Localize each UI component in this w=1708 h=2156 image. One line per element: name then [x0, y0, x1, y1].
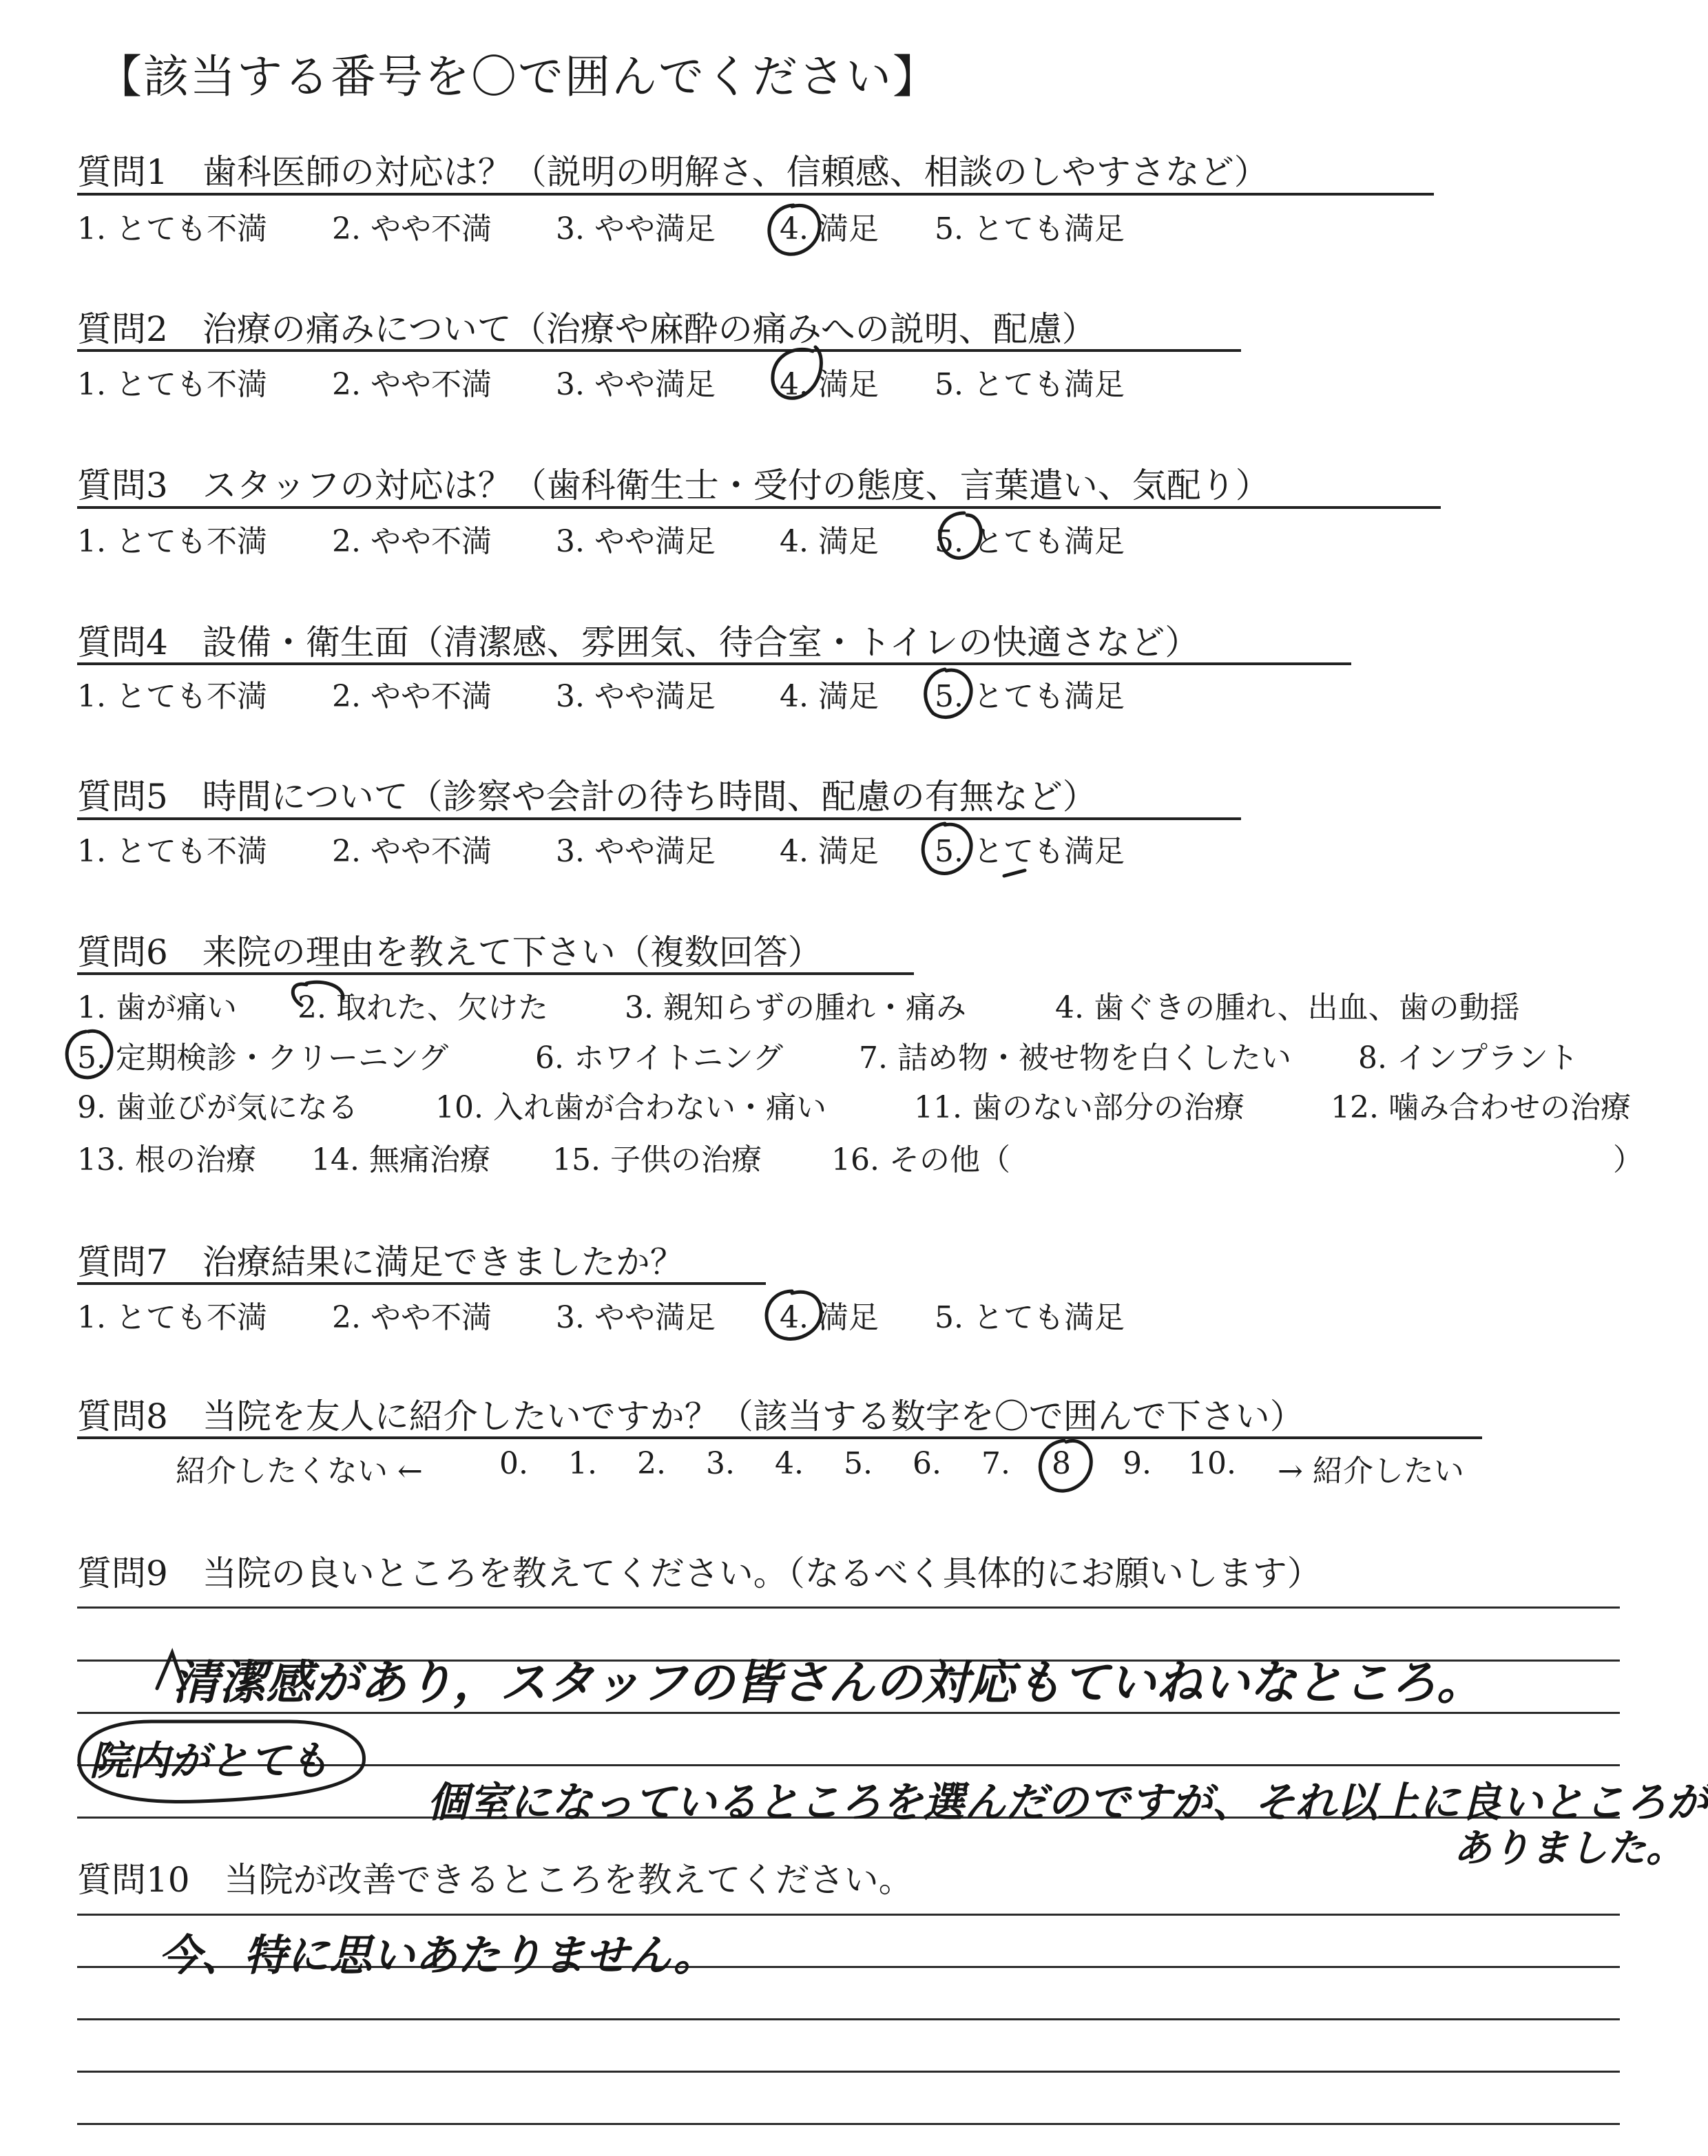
question-2-label: 質問2 治療の痛みについて（治療や麻酔の痛みへの説明、配慮） — [77, 309, 1096, 349]
reason-11[interactable]: 11. 歯のない部分の治療 — [914, 1090, 1244, 1125]
nps-5[interactable]: 5. — [844, 1446, 873, 1481]
circle-mark-q2 — [773, 347, 822, 398]
option-4[interactable]: 4. 満足 — [780, 1300, 879, 1335]
circle-mark-q8 — [1040, 1441, 1091, 1491]
reason-5[interactable]: 5. 定期検診・クリーニング — [77, 1040, 449, 1076]
circle-mark-q7 — [767, 1291, 821, 1339]
page-header: 【該当する番号を〇で囲んでください】 — [96, 50, 939, 103]
nps-8[interactable]: 8 — [1052, 1446, 1071, 1481]
option-1[interactable]: 1. とても不満 — [77, 1300, 267, 1335]
nps-7[interactable]: 7. — [981, 1446, 1010, 1481]
option-3[interactable]: 3. やや満足 — [556, 1300, 716, 1335]
circle-mark-q6-2 — [293, 982, 343, 1005]
reason-16[interactable]: 16. その他（ — [831, 1142, 1010, 1178]
reason-2[interactable]: 2. 取れた、欠けた — [298, 990, 548, 1025]
option-2[interactable]: 2. やや不満 — [332, 524, 492, 559]
option-4[interactable]: 4. 満足 — [780, 211, 879, 247]
question-9-label: 質問9 当院の良いところを教えてください。（なるべく具体的にお願いします） — [77, 1553, 1322, 1593]
option-5[interactable]: 5. とても満足 — [935, 1300, 1125, 1335]
option-2[interactable]: 2. やや不満 — [332, 1300, 492, 1335]
option-5[interactable]: 5. とても満足 — [935, 834, 1125, 869]
option-1[interactable]: 1. とても不満 — [77, 211, 267, 247]
question-8-label: 質問8 当院を友人に紹介したいですか？（該当する数字を〇で囲んで下さい） — [77, 1396, 1304, 1436]
option-1[interactable]: 1. とても不満 — [77, 679, 267, 714]
question-6-label: 質問6 来院の理由を教えて下さい（複数回答） — [77, 932, 822, 972]
other-close-paren: ） — [1613, 1142, 1643, 1178]
circle-mark-q6-5 — [67, 1031, 112, 1078]
option-3[interactable]: 3. やや満足 — [556, 679, 716, 714]
question-5-label: 質問5 時間について（診察や会計の待ち時間、配慮の有無など） — [77, 777, 1097, 817]
option-4[interactable]: 4. 満足 — [780, 679, 879, 714]
question-10-label: 質問10 当院が改善できるところを教えてください。 — [77, 1860, 913, 1900]
nps-2[interactable]: 2. — [637, 1446, 666, 1481]
nps-9[interactable]: 9. — [1123, 1446, 1152, 1481]
option-3[interactable]: 3. やや満足 — [556, 367, 716, 402]
option-2[interactable]: 2. やや不満 — [332, 834, 492, 869]
reason-14[interactable]: 14. 無痛治療 — [311, 1142, 490, 1178]
question-1-label: 質問1 歯科医師の対応は？（説明の明解さ、信頼感、相談のしやすさなど） — [77, 152, 1269, 192]
reason-12[interactable]: 12. 噛み合わせの治療 — [1331, 1090, 1631, 1125]
reason-15[interactable]: 15. 子供の治療 — [552, 1142, 762, 1178]
option-4[interactable]: 4. 満足 — [780, 834, 879, 869]
question-4-label: 質問4 設備・衛生面（清潔感、雰囲気、待合室・トイレの快適さなど） — [77, 622, 1200, 662]
nps-right-label: → 紹介したい — [1278, 1454, 1464, 1489]
question-3-label: 質問3 スタッフの対応は？（歯科衛生士・受付の態度、言葉遣い、気配り） — [77, 465, 1270, 505]
option-1[interactable]: 1. とても不満 — [77, 367, 267, 402]
nps-6[interactable]: 6. — [913, 1446, 941, 1481]
reason-1[interactable]: 1. 歯が痛い — [77, 990, 237, 1025]
circle-mark-q3 — [940, 513, 981, 558]
reason-6[interactable]: 6. ホワイトニング — [535, 1040, 784, 1076]
reason-13[interactable]: 13. 根の治療 — [77, 1142, 256, 1178]
reason-4[interactable]: 4. 歯ぐきの腫れ、出血、歯の動揺 — [1055, 990, 1520, 1025]
option-3[interactable]: 3. やや満足 — [556, 211, 716, 247]
option-5[interactable]: 5. とても満足 — [935, 367, 1125, 402]
reason-3[interactable]: 3. 親知らずの腫れ・痛み — [625, 990, 966, 1025]
option-5[interactable]: 5. とても満足 — [935, 524, 1125, 559]
q9-handwritten-answer-line-2[interactable]: 個室になっているところを選んだのですが、それ以上に良いところが — [427, 1779, 1708, 1827]
circle-mark-q4 — [926, 669, 971, 718]
option-5[interactable]: 5. とても満足 — [935, 679, 1125, 714]
reason-10[interactable]: 10. 入れ歯が合わない・痛い — [435, 1090, 826, 1125]
nps-0[interactable]: 0. — [499, 1446, 528, 1481]
q9-handwritten-answer-line-1[interactable]: 清潔感があり，スタッフの皆さんの対応もていねいなところ。 — [172, 1656, 1484, 1710]
option-4[interactable]: 4. 満足 — [780, 524, 879, 559]
nps-1[interactable]: 1. — [568, 1446, 597, 1481]
reason-8[interactable]: 8. インプラント — [1358, 1040, 1579, 1076]
option-5[interactable]: 5. とても満足 — [935, 211, 1125, 247]
reason-9[interactable]: 9. 歯並びが気になる — [77, 1090, 358, 1125]
question-7-label: 質問7 治療結果に満足できましたか？ — [77, 1242, 685, 1282]
insert-caret-q9 — [157, 1653, 185, 1688]
nps-3[interactable]: 3. — [706, 1446, 735, 1481]
option-4[interactable]: 4. 満足 — [780, 367, 879, 402]
q10-handwritten-answer[interactable]: 今、特に思いあたりません。 — [158, 1930, 716, 1980]
q9-handwritten-insert[interactable]: 院内がとても — [90, 1737, 330, 1784]
option-3[interactable]: 3. やや満足 — [556, 524, 716, 559]
option-3[interactable]: 3. やや満足 — [556, 834, 716, 869]
option-1[interactable]: 1. とても不満 — [77, 834, 267, 869]
circle-mark-q5 — [923, 824, 971, 873]
q9-handwritten-answer-line-3[interactable]: ありました。 — [1453, 1826, 1685, 1871]
nps-4[interactable]: 4. — [775, 1446, 804, 1481]
nps-left-label: 紹介したくない ← — [176, 1454, 423, 1489]
option-2[interactable]: 2. やや不満 — [332, 211, 492, 247]
option-1[interactable]: 1. とても不満 — [77, 524, 267, 559]
option-2[interactable]: 2. やや不満 — [332, 367, 492, 402]
insert-bubble-q9 — [79, 1721, 364, 1802]
underline-mark-q5 — [1004, 870, 1025, 876]
reason-7[interactable]: 7. 詰め物・被せ物を白くしたい — [859, 1040, 1291, 1076]
option-2[interactable]: 2. やや不満 — [332, 679, 492, 714]
circle-mark-q1 — [769, 205, 820, 254]
nps-10[interactable]: 10. — [1188, 1446, 1236, 1481]
